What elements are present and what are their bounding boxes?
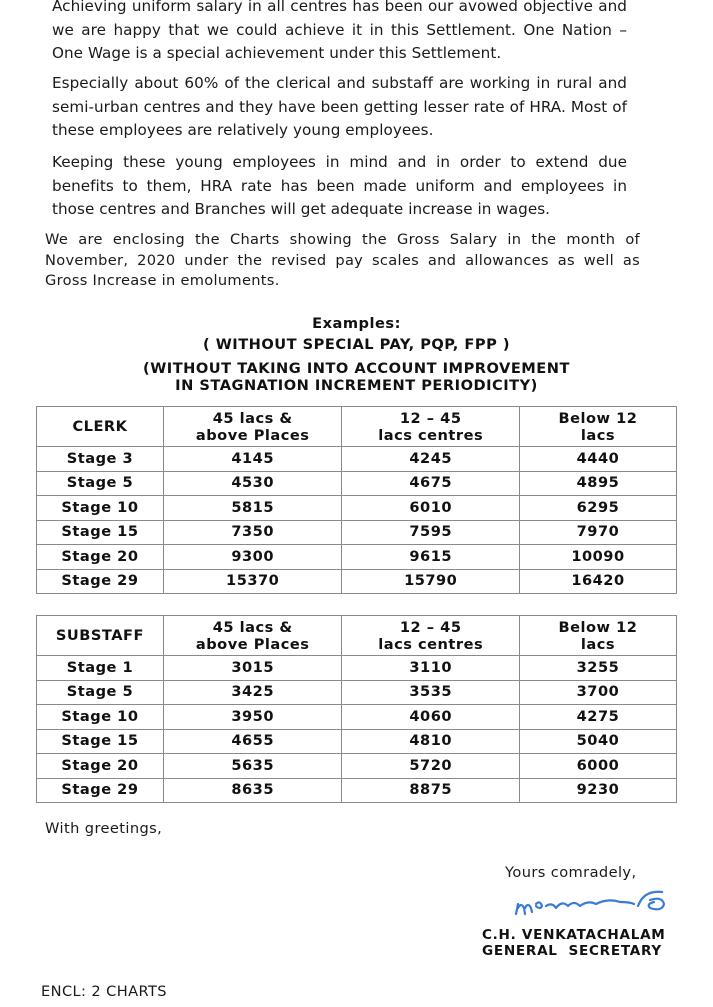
value-cell: 4060 (342, 705, 519, 730)
value-cell: 6295 (519, 496, 676, 521)
signatory-block (482, 927, 666, 959)
value-cell: 3015 (163, 656, 342, 681)
value-cell: 4145 (163, 447, 342, 472)
stage-cell: Stage 20 (37, 545, 164, 570)
examples-title: Examples: (312, 315, 401, 332)
value-cell: 10090 (519, 545, 676, 570)
table-row (37, 705, 677, 730)
greeting: With greetings, (45, 820, 163, 837)
value-cell: 9230 (519, 778, 676, 803)
value-cell: 3700 (519, 680, 676, 705)
table-row (37, 496, 677, 521)
paragraph-uniform-salary: Achieving uniform salary in all centres has been our avowed objective and we are happy that we could achieve it in this Settlement. One Nation – One Wage is a special achievement under this Settlement. (52, 0, 627, 62)
value-cell: 4530 (163, 471, 342, 496)
stage-cell: Stage 10 (37, 496, 164, 521)
table-row (37, 569, 677, 594)
signature-icon (512, 886, 672, 922)
stage-cell: Stage 29 (37, 778, 164, 803)
value-cell: 4655 (163, 729, 342, 754)
value-cell: 5815 (163, 496, 342, 521)
header-below-12-lacs: Below 12 lacs (519, 616, 676, 656)
header-45-lacs-above: 45 lacs & above Places (163, 616, 342, 656)
value-cell: 7595 (342, 520, 519, 545)
value-cell: 4810 (342, 729, 519, 754)
stage-cell: Stage 20 (37, 754, 164, 779)
substaff-salary-table (36, 615, 677, 803)
table-header-row (37, 616, 677, 656)
value-cell: 9300 (163, 545, 342, 570)
value-cell: 4275 (519, 705, 676, 730)
examples-note-special-pay: ( WITHOUT SPECIAL PAY, PQP, FPP ) (202, 336, 511, 353)
table-row (37, 520, 677, 545)
value-cell: 5040 (519, 729, 676, 754)
value-cell: 8635 (163, 778, 342, 803)
value-cell: 5635 (163, 754, 342, 779)
value-cell: 3950 (163, 705, 342, 730)
value-cell: 15790 (342, 569, 519, 594)
table-row (37, 754, 677, 779)
paragraph-hra-uniform: Keeping these young employees in mind and in order to extend due benefits to them, HRA rate has been made uniform and employees in those centres and Branches will get adequate increase in wages. (52, 153, 627, 218)
table-row (37, 545, 677, 570)
signatory-designation: GENERAL SECRETARY (482, 943, 662, 959)
value-cell: 3255 (519, 656, 676, 681)
stage-cell: Stage 5 (37, 471, 164, 496)
value-cell: 3110 (342, 656, 519, 681)
paragraph-enclosing-charts: We are enclosing the Charts showing the Gross Salary in the month of November, 2020 under the revised pay scales and allowances as well as Gross Increase in emoluments. (45, 231, 640, 289)
header-cadre: CLERK (37, 407, 164, 447)
value-cell: 3535 (342, 680, 519, 705)
value-cell: 8875 (342, 778, 519, 803)
examples-note-stagnation: (WITHOUT TAKING INTO ACCOUNT IMPROVEMENT IN STAGNATION INCREMENT PERIODICITY) (143, 360, 570, 394)
header-below-12-lacs: Below 12 lacs (519, 407, 676, 447)
enclosure-note: ENCL: 2 CHARTS (41, 983, 167, 1000)
stage-cell: Stage 29 (37, 569, 164, 594)
table-row (37, 680, 677, 705)
value-cell: 15370 (163, 569, 342, 594)
stage-cell: Stage 15 (37, 729, 164, 754)
value-cell: 4245 (342, 447, 519, 472)
header-45-lacs-above: 45 lacs & above Places (163, 407, 342, 447)
table-row (37, 778, 677, 803)
header-cadre: SUBSTAFF (37, 616, 164, 656)
sign-off: Yours comradely, (505, 864, 637, 881)
table-row (37, 656, 677, 681)
table-row (37, 729, 677, 754)
table-header-row (37, 407, 677, 447)
value-cell: 9615 (342, 545, 519, 570)
value-cell: 5720 (342, 754, 519, 779)
value-cell: 4675 (342, 471, 519, 496)
table-row (37, 471, 677, 496)
value-cell: 4440 (519, 447, 676, 472)
value-cell: 16420 (519, 569, 676, 594)
stage-cell: Stage 5 (37, 680, 164, 705)
stage-cell: Stage 3 (37, 447, 164, 472)
header-12-45-lacs: 12 – 45 lacs centres (342, 407, 519, 447)
paragraph-rural-staff: Especially about 60% of the clerical and substaff are working in rural and semi-urban centres and they have been getting lesser rate of HRA. Most of these employees are relatively young employees. (52, 74, 627, 139)
value-cell: 7350 (163, 520, 342, 545)
clerk-salary-table (36, 406, 677, 594)
value-cell: 4895 (519, 471, 676, 496)
stage-cell: Stage 10 (37, 705, 164, 730)
value-cell: 3425 (163, 680, 342, 705)
signatory-name: C.H. VENKATACHALAM (482, 927, 666, 943)
value-cell: 7970 (519, 520, 676, 545)
table-row (37, 447, 677, 472)
value-cell: 6000 (519, 754, 676, 779)
stage-cell: Stage 15 (37, 520, 164, 545)
value-cell: 6010 (342, 496, 519, 521)
header-12-45-lacs: 12 – 45 lacs centres (342, 616, 519, 656)
stage-cell: Stage 1 (37, 656, 164, 681)
